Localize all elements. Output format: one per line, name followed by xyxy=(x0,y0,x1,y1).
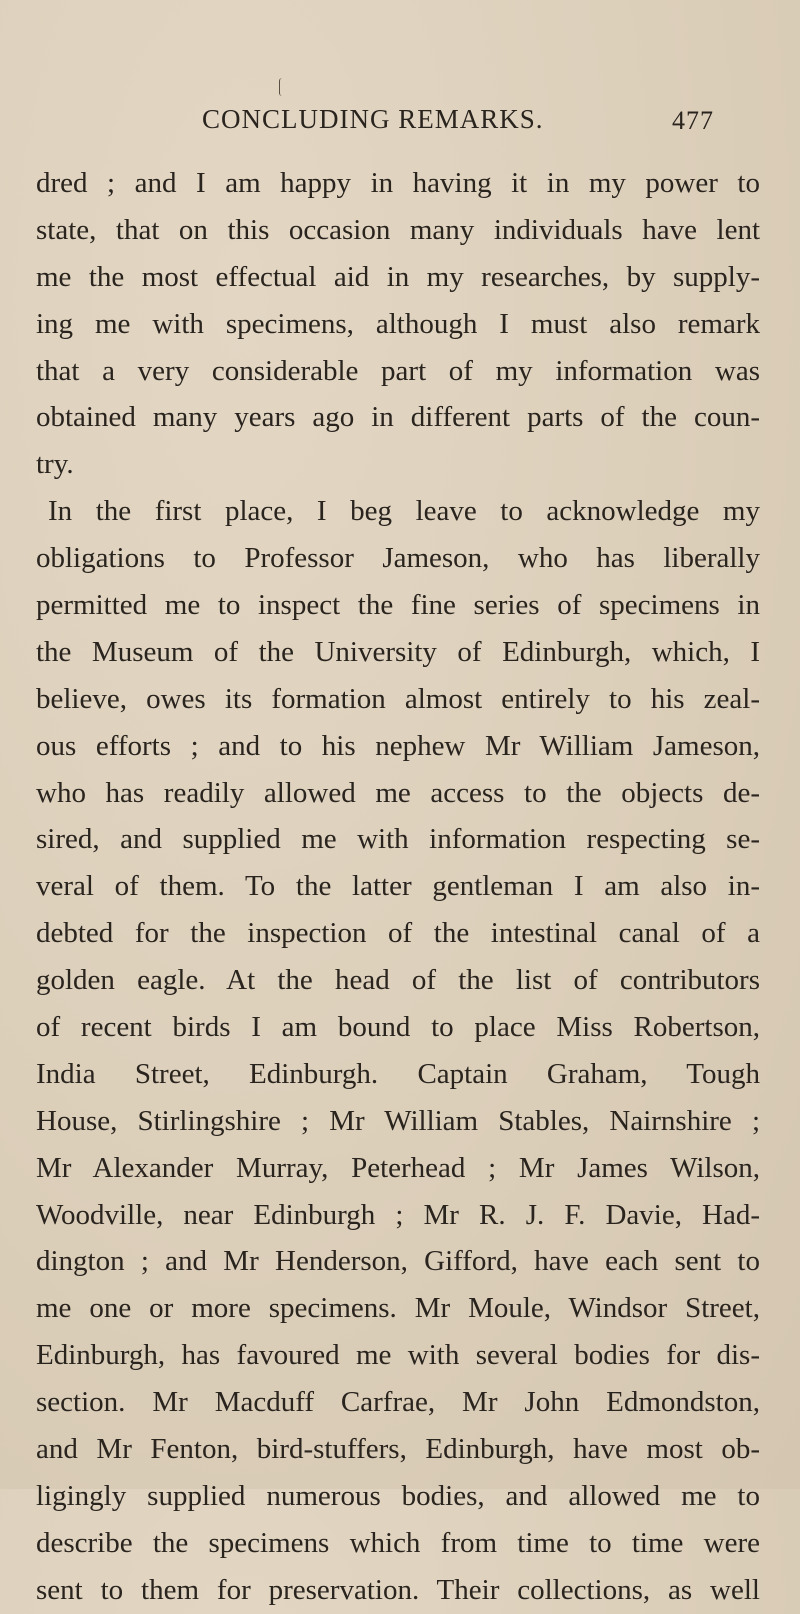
text-line: India Street, Edinburgh. Captain Graham, Tough xyxy=(36,1057,760,1090)
text-line: dred ; and I am happy in having it in my power to xyxy=(36,167,760,199)
ink-mark xyxy=(279,78,282,96)
text-line: describe the specimens which from time to time were xyxy=(36,1526,760,1559)
text-line: try. xyxy=(36,448,74,481)
text-line: In the first place, I beg leave to acknowledge my xyxy=(48,495,760,528)
text-line: obligations to Professor Jameson, who has liberally xyxy=(36,542,760,575)
text-line: golden eagle. At the head of the list of contributors xyxy=(36,964,760,997)
page-header xyxy=(0,104,800,140)
text-line: permitted me to inspect the fine series of specimens in xyxy=(36,589,760,622)
text-line: state, that on this occasion many individuals have lent xyxy=(36,213,760,246)
text-line: Edinburgh, has favoured me with several bodies for dis- xyxy=(36,1339,760,1372)
text-line: believe, owes its formation almost entirely to his zeal- xyxy=(36,682,760,715)
text-line: ing me with specimens, although I must also remark xyxy=(36,307,760,340)
text-line: the Museum of the University of Edinburgh, which, I xyxy=(36,635,760,668)
text-line: section. Mr Macduff Carfrae, Mr John Edmondston, xyxy=(36,1386,760,1419)
text-line: that a very considerable part of my information was xyxy=(36,354,760,387)
text-line: me one or more specimens. Mr Moule, Windsor Street, xyxy=(36,1292,760,1325)
body-text xyxy=(36,160,760,1614)
text-line: ligingly supplied numerous bodies, and allowed me to xyxy=(36,1479,760,1512)
text-line: sent to them for preservation. Their collections, as well xyxy=(36,1573,760,1606)
text-line: veral of them. To the latter gentleman I am also in- xyxy=(36,870,760,903)
text-line: dington ; and Mr Henderson, Gifford, have each sent to xyxy=(36,1245,760,1278)
text-line: me the most effectual aid in my researches, by supply- xyxy=(36,260,760,293)
text-line: ous efforts ; and to his nephew Mr William Jameson, xyxy=(36,729,760,762)
running-head: CONCLUDING REMARKS. xyxy=(202,104,544,134)
text-line: obtained many years ago in different parts of the coun- xyxy=(36,401,760,434)
text-line: Woodville, near Edinburgh ; Mr R. J. F. Davie, Had- xyxy=(36,1198,760,1231)
text-line: and Mr Fenton, bird-stuffers, Edinburgh, have most ob- xyxy=(36,1433,760,1466)
text-line: debted for the inspection of the intestinal canal of a xyxy=(36,917,760,950)
page-number: 477 xyxy=(672,106,714,135)
text-line: of recent birds I am bound to place Miss Robertson, xyxy=(36,1011,760,1044)
text-line: Mr Alexander Murray, Peterhead ; Mr James Wilson, xyxy=(36,1151,760,1184)
text-line: House, Stirlingshire ; Mr William Stables, Nairnshire ; xyxy=(36,1104,760,1137)
text-line: sired, and supplied me with information respecting se- xyxy=(36,823,760,856)
text-line: who has readily allowed me access to the objects de- xyxy=(36,776,760,809)
